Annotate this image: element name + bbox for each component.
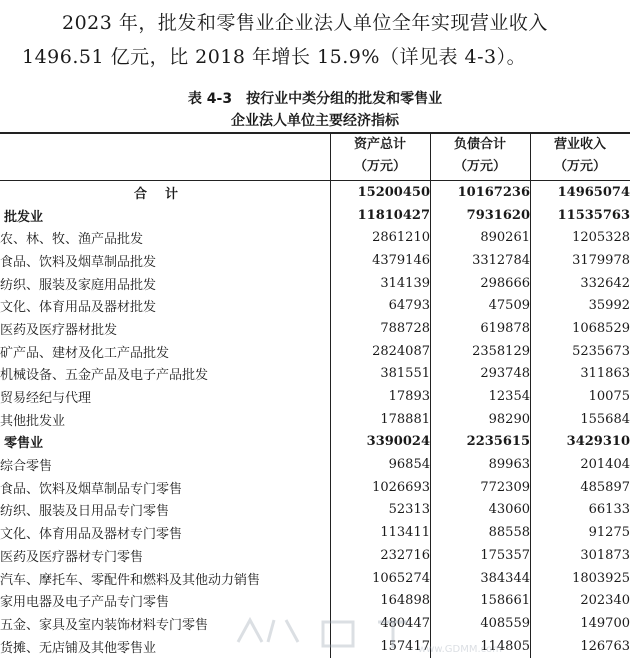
row-label: 食品、饮料及烟草制品专门零售 [0, 481, 183, 497]
assets-cell: 232716 [380, 547, 430, 563]
column-header-label: 负债合计 [453, 137, 506, 152]
row-label: 纺织、服装及日用品专门零售 [0, 504, 170, 520]
column-header-liabilities [430, 134, 530, 178]
category-row [0, 204, 630, 227]
table-row [0, 408, 630, 431]
assets-cell: 4379146 [372, 252, 430, 268]
table-body [0, 181, 630, 657]
liabilities-cell: 98290 [488, 411, 530, 427]
row-label: 合计 [133, 186, 196, 202]
economic-indicators-table [0, 181, 630, 657]
revenue-cell: 1205328 [572, 230, 630, 246]
revenue-cell: 126763 [580, 638, 630, 654]
assets-cell: 15200450 [357, 184, 430, 200]
row-label: 家用电器及电子产品专门零售 [0, 595, 170, 611]
revenue-cell: 311863 [580, 366, 630, 382]
watermark-text: www.GDMM.com [418, 644, 503, 655]
liabilities-cell: 384344 [480, 570, 530, 586]
table-row [0, 635, 630, 658]
table-row [0, 589, 630, 612]
table-row [0, 363, 630, 386]
assets-cell: 178881 [380, 411, 430, 427]
table-row [0, 612, 630, 635]
row-label: 批发业 [4, 209, 44, 225]
table-subtitle: 企业法人单位主要经济指标 [231, 113, 399, 129]
table-row [0, 567, 630, 590]
column-header-label: 营业收入 [553, 137, 606, 152]
table-row [0, 385, 630, 408]
liabilities-cell: 114805 [480, 638, 530, 654]
liabilities-cell: 12354 [488, 389, 530, 405]
assets-cell: 113411 [380, 525, 430, 541]
intro-line-2: 1496.51 亿元，比 2018 年增长 15.9%（详见表 4-3）。 [22, 46, 527, 68]
row-label: 矿产品、建材及化工产品批发 [0, 345, 170, 361]
revenue-cell: 155684 [580, 411, 630, 427]
revenue-cell: 202340 [580, 593, 630, 609]
liabilities-cell: 158661 [480, 593, 530, 609]
row-label: 农、林、牧、渔产品批发 [0, 232, 144, 248]
revenue-cell: 91275 [588, 525, 630, 541]
revenue-cell: 35992 [588, 298, 630, 314]
revenue-cell: 201404 [580, 457, 630, 473]
row-label: 机械设备、五金产品及电子产品批发 [0, 368, 209, 384]
column-header-unit: （万元） [353, 159, 406, 174]
liabilities-cell: 772309 [480, 479, 530, 495]
assets-cell: 11810427 [357, 207, 430, 223]
column-header-label: 资产总计 [353, 137, 406, 152]
table-row [0, 544, 630, 567]
revenue-cell: 1068529 [572, 320, 630, 336]
assets-cell: 17893 [388, 389, 430, 405]
intro-paragraph [22, 6, 624, 74]
table-row [0, 249, 630, 272]
table-row [0, 453, 630, 476]
row-label: 其他批发业 [0, 413, 66, 429]
intro-line-1: 2023 年，批发和零售业企业法人单位全年实现营业收入 [62, 12, 548, 34]
revenue-cell: 10075 [588, 389, 630, 405]
revenue-cell: 301873 [580, 547, 630, 563]
liabilities-cell: 89963 [488, 457, 530, 473]
liabilities-cell: 88558 [488, 525, 530, 541]
table-row [0, 499, 630, 522]
liabilities-cell: 3312784 [472, 252, 530, 268]
liabilities-cell: 298666 [480, 275, 530, 291]
column-header-revenue [530, 134, 630, 178]
revenue-cell: 332642 [580, 275, 630, 291]
assets-cell: 3390024 [366, 434, 430, 450]
row-label: 零售业 [4, 436, 44, 452]
revenue-cell: 66133 [588, 502, 630, 518]
row-label: 五金、家具及室内装饰材料专门零售 [0, 617, 209, 633]
revenue-cell: 149700 [580, 615, 630, 631]
table-row [0, 521, 630, 544]
row-label: 文化、体育用品及器材批发 [0, 300, 157, 316]
row-label: 货摊、无店铺及其他零售业 [0, 640, 157, 656]
liabilities-cell: 10167236 [457, 184, 530, 200]
table-row [0, 340, 630, 363]
row-label: 贸易经纪与代理 [0, 391, 92, 407]
assets-cell: 164898 [380, 593, 430, 609]
row-label: 汽车、摩托车、零配件和燃料及其他动力销售 [0, 572, 261, 588]
revenue-cell: 3429310 [566, 434, 630, 450]
liabilities-cell: 890261 [480, 230, 530, 246]
assets-cell: 314139 [380, 275, 430, 291]
revenue-cell: 11535763 [557, 207, 630, 223]
assets-cell: 788728 [380, 320, 430, 336]
liabilities-cell: 7931620 [466, 207, 530, 223]
assets-cell: 2861210 [372, 230, 430, 246]
liabilities-cell: 2235615 [466, 434, 530, 450]
assets-cell: 1065274 [372, 570, 430, 586]
assets-cell: 64793 [388, 298, 430, 314]
revenue-cell: 485897 [580, 479, 630, 495]
table-row [0, 294, 630, 317]
revenue-cell: 5235673 [572, 343, 630, 359]
row-label: 医药及医疗器材批发 [0, 322, 118, 338]
category-row [0, 431, 630, 454]
table-row [0, 272, 630, 295]
assets-cell: 96854 [388, 457, 430, 473]
table-row [0, 476, 630, 499]
liabilities-cell: 293748 [480, 366, 530, 382]
column-header-assets [330, 134, 430, 178]
revenue-cell: 14965074 [557, 184, 630, 200]
liabilities-cell: 175357 [480, 547, 530, 563]
assets-cell: 157417 [380, 638, 430, 654]
row-label: 文化、体育用品及器材专门零售 [0, 527, 183, 543]
row-label: 食品、饮料及烟草制品批发 [0, 254, 157, 270]
revenue-cell: 3179978 [572, 252, 630, 268]
liabilities-cell: 43060 [488, 502, 530, 518]
table-row [0, 317, 630, 340]
assets-cell: 52313 [388, 502, 430, 518]
assets-cell: 480447 [380, 615, 430, 631]
assets-cell: 381551 [380, 366, 430, 382]
liabilities-cell: 619878 [480, 320, 530, 336]
assets-cell: 2824087 [372, 343, 430, 359]
liabilities-cell: 408559 [480, 615, 530, 631]
liabilities-cell: 2358129 [472, 343, 530, 359]
table-title: 表 4-3 按行业中类分组的批发和零售业 [187, 91, 443, 107]
column-header-unit: （万元） [453, 159, 506, 174]
row-label: 综合零售 [0, 459, 53, 475]
row-label: 纺织、服装及家庭用品批发 [0, 277, 157, 293]
total-row [0, 181, 630, 204]
assets-cell: 1026693 [372, 479, 430, 495]
liabilities-cell: 47509 [488, 298, 530, 314]
column-header-unit: （万元） [553, 159, 606, 174]
row-label: 医药及医疗器材专门零售 [0, 549, 144, 565]
revenue-cell: 1803925 [572, 570, 630, 586]
table-row [0, 226, 630, 249]
